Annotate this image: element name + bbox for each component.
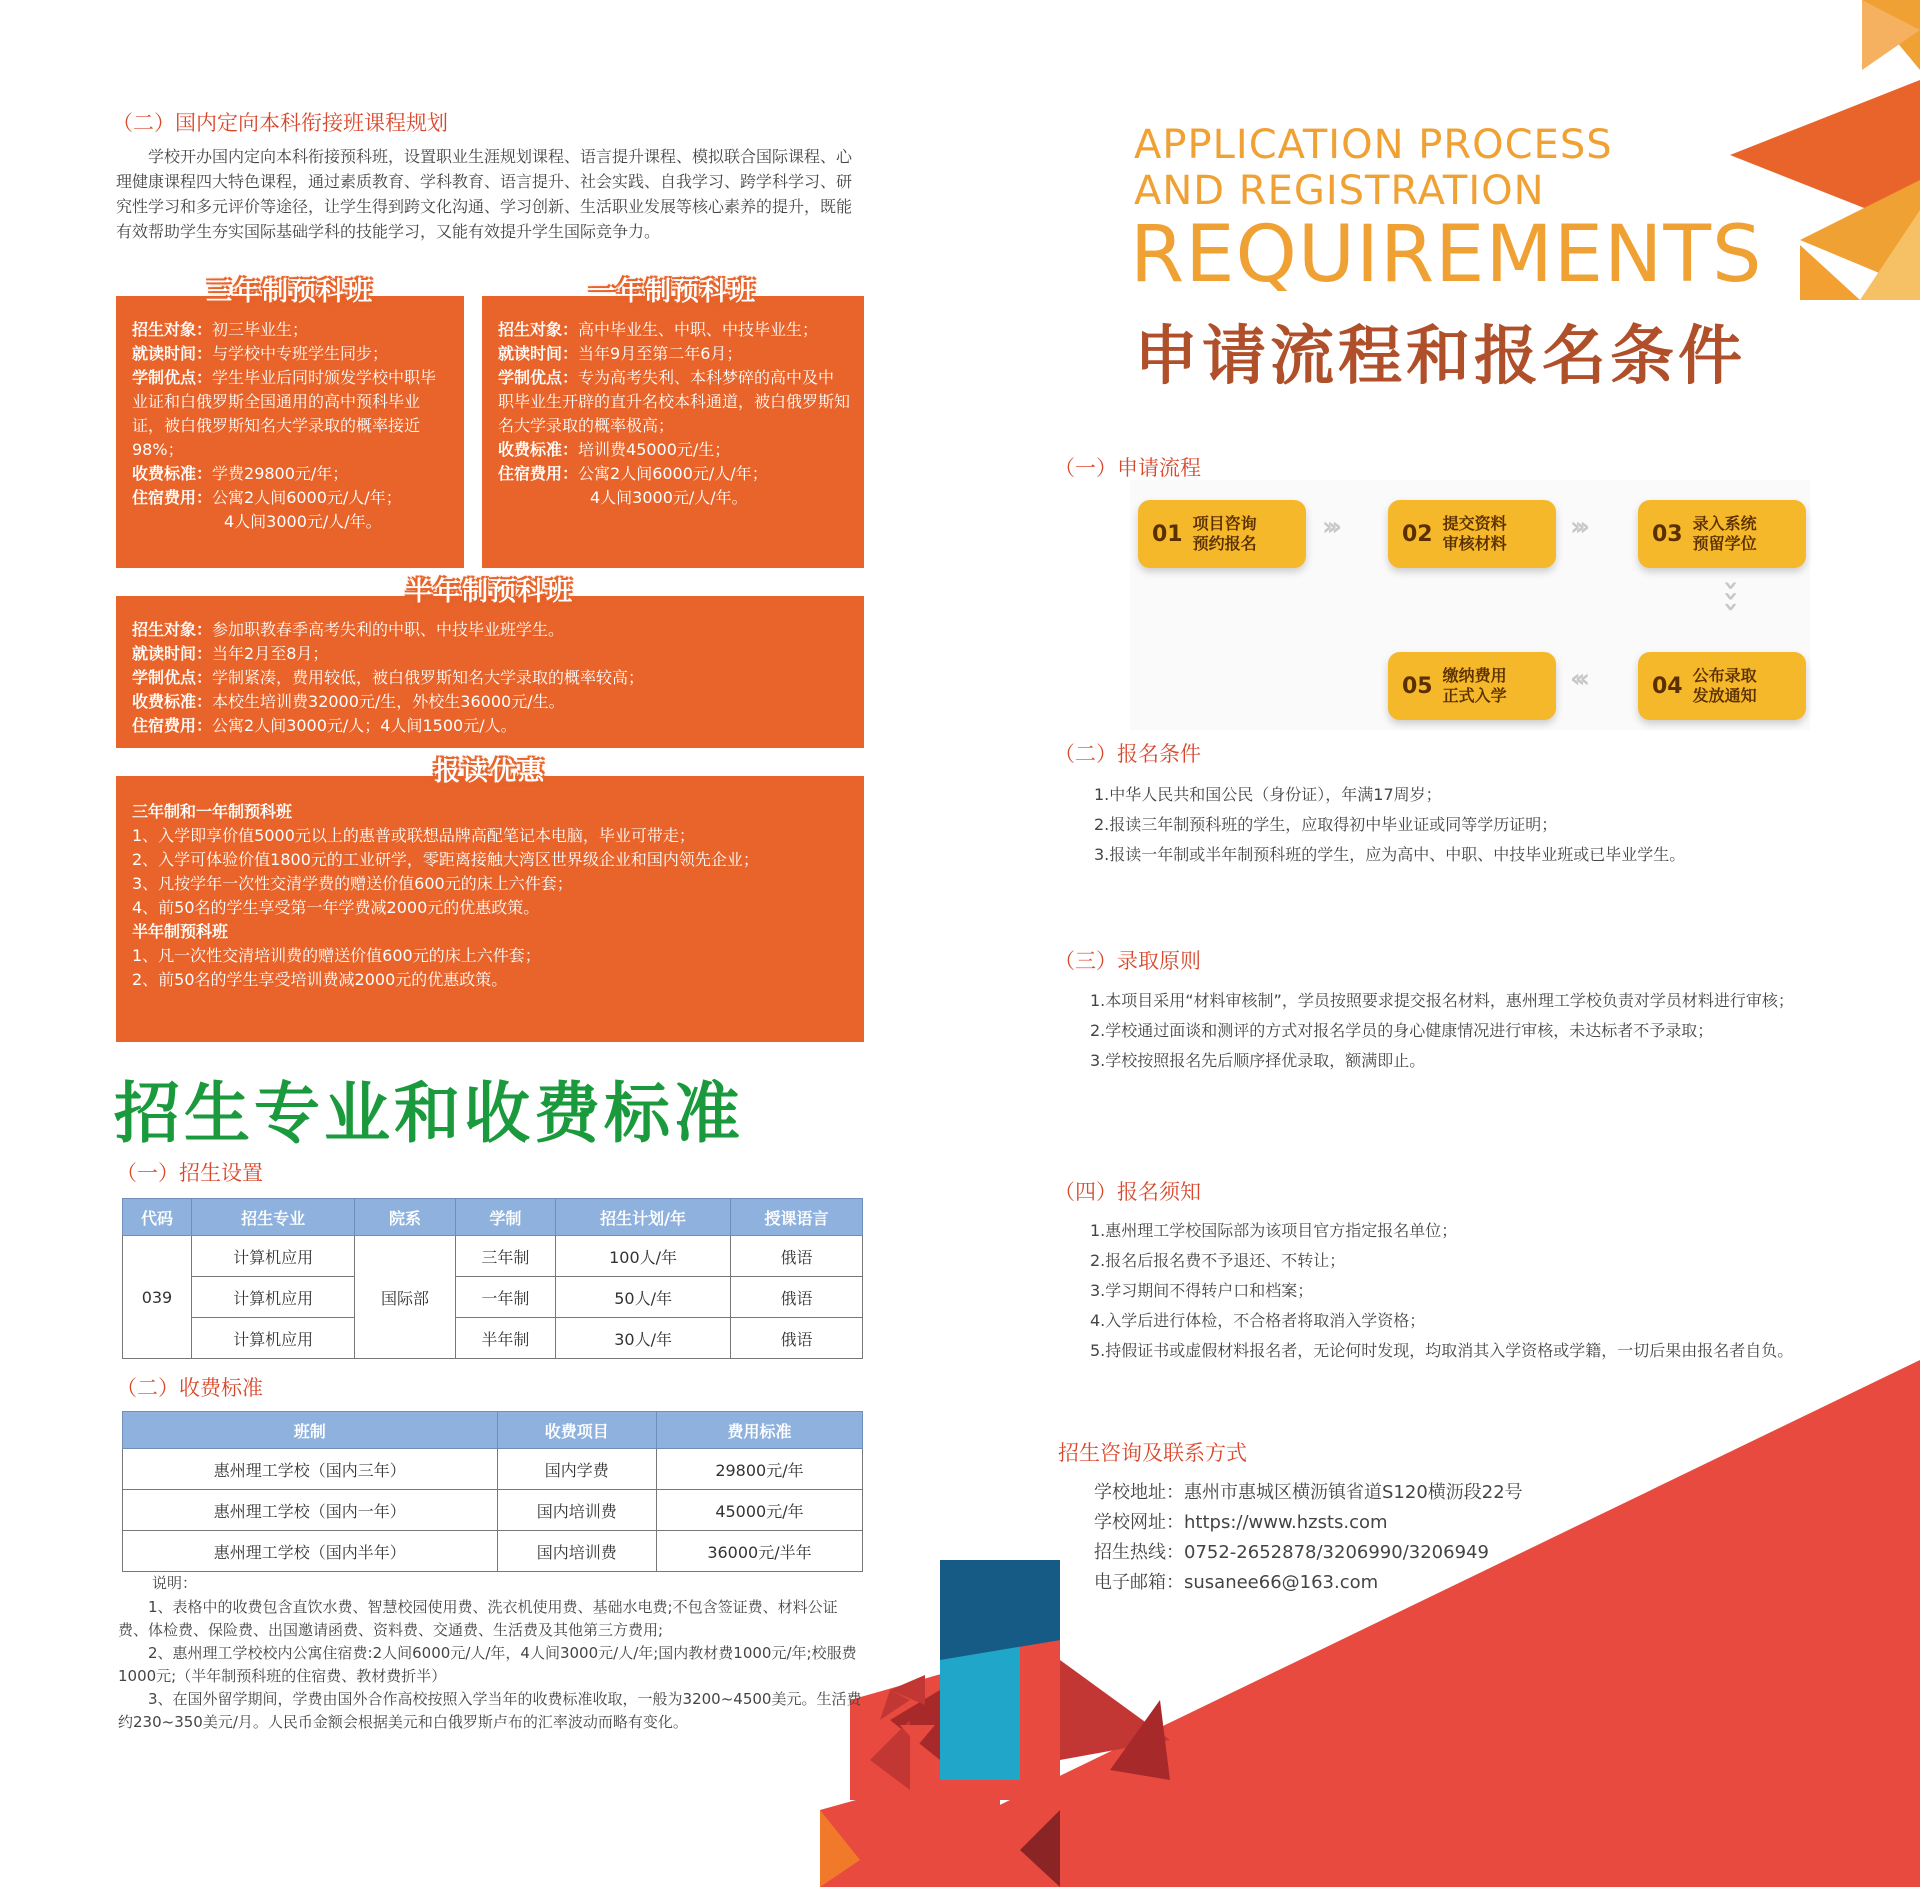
table-header-cell: 代码	[123, 1199, 192, 1236]
note-item: 2、惠州理工学校校内公寓住宿费:2人间6000元/人/年，4人间3000元/人/年;国内教材费1000元/年;校服费1000元;（半年制预科班的住宿费、教材费折半）	[118, 1644, 857, 1685]
contact-label: 招生热线：	[1094, 1542, 1184, 1563]
lang-cell: 俄语	[731, 1277, 863, 1318]
half-year-row	[132, 690, 850, 714]
fee-table	[122, 1411, 863, 1572]
half-year-label: 就读时间：	[132, 644, 213, 663]
offer-sub1: 三年制和一年制预科班	[132, 802, 293, 821]
one-year-value: 当年9月至第二年6月；	[578, 344, 743, 363]
system-cell: 半年制	[455, 1318, 555, 1359]
half-year-row	[132, 642, 850, 666]
contact-row	[1094, 1538, 1523, 1568]
lang-cell: 俄语	[731, 1236, 863, 1277]
half-year-title: 半年制预科班	[405, 577, 575, 607]
process-heading: （一）申请流程	[1054, 456, 1201, 480]
offer-item: 4、前50名的学生享受第一年学费减2000元的优惠政策。	[132, 898, 540, 917]
three-year-row	[132, 462, 450, 486]
half-year-row	[132, 666, 850, 690]
admit-heading: （三）录取原则	[1054, 949, 1201, 973]
contact-value: 惠州市惠城区横沥镇省道S120横沥段22号	[1184, 1482, 1523, 1503]
offer-items2	[132, 944, 850, 992]
one-year-extra: 4人间3000元/人/年。	[590, 488, 748, 507]
condition-item: 3.报读一年制或半年制预科班的学生，应为高中、中职、中技毕业班或已毕业学生。	[1094, 845, 1686, 864]
step-05-num: 05	[1402, 673, 1433, 699]
notice-item: 2.报名后报名费不予退还、不转让；	[1090, 1251, 1346, 1270]
half-year-value: 公寓2人间3000元/人；4人间1500元/人。	[212, 716, 517, 735]
table-row	[123, 1277, 863, 1318]
lang-cell: 俄语	[731, 1318, 863, 1359]
contact-value: susanee66@163.com	[1184, 1572, 1379, 1593]
notes-title: 说明：	[152, 1574, 198, 1592]
half-year-row	[132, 714, 850, 738]
one-year-row	[498, 438, 850, 462]
table-row	[123, 1490, 863, 1531]
step-03	[1638, 500, 1806, 568]
major-cell: 计算机应用	[191, 1236, 354, 1277]
offer-sub2: 半年制预科班	[132, 922, 229, 941]
dept-cell: 国际部	[355, 1236, 455, 1359]
notice-item: 1.惠州理工学校国际部为该项目官方指定报名单位；	[1090, 1221, 1458, 1240]
contact-label: 学校网址：	[1094, 1512, 1184, 1533]
section2-intro: 学校开办国内定向本科衔接预科班，设置职业生涯规划课程、语言提升课程、模拟联合国际课程、心理健康课程四大特色课程，通过素质教育、学科教育、语言提升、社会实践、自我学习、跨学科学习、研究性学习和多元评价等途径，让学生得到跨文化沟通、学习创新、生活职业发展等核心素养的提升，既能有效帮助学生夯实国际基础学科的技能学习，又能有效提升学生国际竞争力。	[116, 147, 853, 241]
table-header-cell: 班制	[123, 1412, 498, 1449]
table-cell: 惠州理工学校（国内三年）	[123, 1449, 498, 1490]
table-cell: 国内培训费	[497, 1490, 656, 1531]
half-year-value: 参加职教春季高考失利的中职、中技毕业班学生。	[212, 620, 565, 639]
arrow-down-icon: ›››	[1716, 580, 1746, 613]
step-01-line2: 预约报名	[1192, 534, 1257, 553]
one-year-row	[498, 462, 850, 486]
en-heading-big: REQUIREMENTS	[1130, 210, 1763, 300]
enroll-table-header	[123, 1199, 863, 1236]
en-heading-1: APPLICATION PROCESS	[1134, 122, 1613, 168]
notice-item: 4.入学后进行体检，不合格者将取消入学资格；	[1090, 1311, 1426, 1330]
step-04	[1638, 652, 1806, 720]
fee-table-body	[123, 1449, 863, 1572]
contact-label: 电子邮箱：	[1094, 1572, 1184, 1593]
condition-item: 1.中华人民共和国公民（身份证），年满17周岁；	[1094, 785, 1442, 804]
half-year-box	[116, 577, 864, 748]
table-row	[123, 1318, 863, 1359]
one-year-label: 就读时间：	[498, 344, 579, 363]
step-02-num: 02	[1402, 521, 1433, 547]
table-cell: 45000元/年	[656, 1490, 862, 1531]
offer-item: 2、前50名的学生享受培训费减2000元的优惠政策。	[132, 970, 508, 989]
fee-heading: （二）收费标准	[116, 1376, 263, 1400]
table-row	[123, 1449, 863, 1490]
three-year-value: 初三毕业生；	[212, 320, 309, 339]
notice-item: 5.持假证书或虚假材料报名者，无论何时发现，均取消其入学资格或学籍，一切后果由报名者自负。	[1090, 1341, 1794, 1360]
cn-title: 申请流程和报名条件	[1134, 320, 1746, 394]
table-header-cell: 学制	[455, 1199, 555, 1236]
one-year-value: 培训费45000元/生；	[578, 440, 731, 459]
condition-item: 2.报读三年制预科班的学生，应取得初中毕业证或同等学历证明；	[1094, 815, 1558, 834]
three-year-title: 三年制预科班	[205, 277, 375, 307]
one-year-rows	[498, 318, 850, 486]
step-03-line1: 录入系统	[1692, 514, 1757, 533]
offer-item: 3、凡按学年一次性交清学费的赠送价值600元的床上六件套；	[132, 874, 573, 893]
one-year-label: 住宿费用：	[498, 464, 579, 483]
one-year-value: 公寓2人间6000元/人/年；	[578, 464, 768, 483]
system-cell: 一年制	[455, 1277, 555, 1318]
one-year-row	[498, 366, 850, 438]
major-cell: 计算机应用	[191, 1277, 354, 1318]
offer-item: 2、入学可体验价值1800元的工业研学，零距离接触大湾区世界级企业和国内领先企业；	[132, 850, 759, 869]
three-year-box	[116, 277, 464, 568]
contact-label: 学校地址：	[1094, 1482, 1184, 1503]
offer-title: 报读优惠	[433, 757, 547, 787]
enroll-table-body	[123, 1236, 863, 1359]
contact-value: 0752-2652878/3206990/3206949	[1184, 1542, 1489, 1563]
one-year-row	[498, 318, 850, 342]
three-year-row	[132, 318, 450, 342]
three-year-value: 公寓2人间6000元/人/年；	[212, 488, 402, 507]
table-cell: 国内学费	[497, 1449, 656, 1490]
conditions-list	[1094, 780, 1854, 870]
table-cell: 惠州理工学校（国内半年）	[123, 1531, 498, 1572]
table-header-cell: 收费项目	[497, 1412, 656, 1449]
half-year-label: 收费标准：	[132, 692, 213, 711]
table-header-cell: 授课语言	[731, 1199, 863, 1236]
plan-cell: 30人/年	[556, 1318, 731, 1359]
admit-item: 3.学校按照报名先后顺序择优录取，额满即止。	[1090, 1051, 1426, 1070]
three-year-value: 与学校中专班学生同步；	[212, 344, 389, 363]
three-year-value: 学生毕业后同时颁发学校中职毕业证和白俄罗斯全国通用的高中预科毕业证，被白俄罗斯知名大学录取的概率接近98%；	[132, 368, 437, 459]
one-year-value: 专为高考失利、本科梦碎的高中及中职毕业生开辟的直升名校本科通道，被白俄罗斯知名大学录取的概率极高；	[498, 368, 851, 435]
step-02-line2: 审核材料	[1442, 534, 1507, 553]
three-year-rows	[132, 318, 450, 510]
system-cell: 三年制	[455, 1236, 555, 1277]
three-year-label: 招生对象：	[132, 320, 213, 339]
enroll-heading: （一）招生设置	[116, 1161, 263, 1185]
offer-item: 1、入学即享价值5000元以上的惠普或联想品牌高配笔记本电脑，毕业可带走；	[132, 826, 695, 845]
one-year-label: 招生对象：	[498, 320, 579, 339]
notes-list	[118, 1596, 864, 1734]
step-04-line2: 发放通知	[1692, 686, 1757, 705]
table-row	[123, 1236, 863, 1277]
three-year-label: 就读时间：	[132, 344, 213, 363]
three-year-label: 学制优点：	[132, 368, 213, 387]
step-05	[1388, 652, 1556, 720]
arrow-right-icon: ›››	[1322, 512, 1337, 542]
section2-heading: （二）国内定向本科衔接班课程规划	[112, 111, 448, 135]
three-year-extra: 4人间3000元/人/年。	[224, 512, 382, 531]
step-03-num: 03	[1652, 521, 1683, 547]
notice-item: 3.学习期间不得转户口和档案；	[1090, 1281, 1314, 1300]
big-title: 招生专业和收费标准	[114, 1075, 744, 1152]
half-year-value: 当年2月至8月；	[212, 644, 329, 663]
three-year-label: 住宿费用：	[132, 488, 213, 507]
cond-heading: （二）报名条件	[1054, 742, 1201, 766]
step-03-line2: 预留学位	[1692, 534, 1757, 553]
contact-row	[1094, 1478, 1523, 1508]
half-year-value: 本校生培训费32000元/生，外校生36000元/生。	[212, 692, 565, 711]
half-year-label: 住宿费用：	[132, 716, 213, 735]
plan-cell: 50人/年	[556, 1277, 731, 1318]
code-cell: 039	[123, 1236, 192, 1359]
contact-value: https://www.hzsts.com	[1184, 1512, 1388, 1533]
half-year-label: 学制优点：	[132, 668, 213, 687]
admit-item: 1.本项目采用“材料审核制”，学员按照要求提交报名材料，惠州理工学校负责对学员材料进行审核；	[1090, 991, 1794, 1010]
three-year-row	[132, 366, 450, 462]
table-cell: 36000元/半年	[656, 1531, 862, 1572]
note-item: 1、表格中的收费包含直饮水费、智慧校园使用费、洗衣机使用费、基础水电费;不包含签证费、材料公证费、体检费、保险费、出国邀请函费、资料费、交通费、生活费及其他第三方费用;	[118, 1598, 838, 1639]
en-heading-2: AND REGISTRATION	[1134, 168, 1545, 214]
three-year-row	[132, 342, 450, 366]
notice-list	[1058, 1216, 1810, 1366]
table-cell: 29800元/年	[656, 1449, 862, 1490]
offer-box	[116, 757, 864, 1042]
fee-table-header	[123, 1412, 863, 1449]
arrow-left-icon: ‹‹‹	[1570, 664, 1585, 694]
table-header-cell: 招生计划/年	[556, 1199, 731, 1236]
table-header-cell: 院系	[355, 1199, 455, 1236]
admit-item: 2.学校通过面谈和测评的方式对报名学员的身心健康情况进行审核，未达标者不予录取；	[1090, 1021, 1714, 1040]
half-year-rows	[132, 618, 850, 738]
table-cell: 惠州理工学校（国内一年）	[123, 1490, 498, 1531]
one-year-row	[498, 342, 850, 366]
step-01-num: 01	[1152, 521, 1183, 547]
plan-cell: 100人/年	[556, 1236, 731, 1277]
contact-row	[1094, 1508, 1523, 1538]
step-01	[1138, 500, 1306, 568]
half-year-label: 招生对象：	[132, 620, 213, 639]
one-year-title: 一年制预科班	[588, 277, 758, 307]
table-cell: 国内培训费	[497, 1531, 656, 1572]
one-year-value: 高中毕业生、中职、中技毕业生；	[578, 320, 819, 339]
three-year-value: 学费29800元/年；	[212, 464, 349, 483]
half-year-value: 学制紧凑，费用较低，被白俄罗斯知名大学录取的概率较高；	[212, 668, 645, 687]
step-01-line1: 项目咨询	[1192, 514, 1257, 533]
one-year-label: 收费标准：	[498, 440, 579, 459]
three-year-row	[132, 486, 450, 510]
table-header-cell: 招生专业	[191, 1199, 354, 1236]
table-header-cell: 费用标准	[656, 1412, 862, 1449]
three-year-label: 收费标准：	[132, 464, 213, 483]
offer-item: 1、凡一次性交清培训费的赠送价值600元的床上六件套；	[132, 946, 541, 965]
note-item: 3、在国外留学期间，学费由国外合作高校按照入学当年的收费标准收取，一般为3200~4500美元。生活费约230~350美元/月。人民币金额会根据美元和白俄罗斯卢布的汇率波动而略有变化。	[118, 1690, 862, 1731]
step-02	[1388, 500, 1556, 568]
one-year-label: 学制优点：	[498, 368, 579, 387]
enroll-table	[122, 1198, 863, 1359]
step-02-line1: 提交资料	[1442, 514, 1507, 533]
step-04-num: 04	[1652, 673, 1683, 699]
contact-list	[1094, 1478, 1523, 1598]
step-04-line1: 公布录取	[1692, 666, 1757, 685]
contact-heading: 招生咨询及联系方式	[1058, 1441, 1247, 1465]
offer-items1	[132, 824, 850, 920]
one-year-box	[482, 277, 864, 568]
table-row	[123, 1531, 863, 1572]
notice-heading: （四）报名须知	[1054, 1180, 1201, 1204]
arrow-right-icon: ›››	[1570, 512, 1585, 542]
half-year-row	[132, 618, 850, 642]
admit-list	[1058, 986, 1810, 1076]
major-cell: 计算机应用	[191, 1318, 354, 1359]
step-05-line1: 缴纳费用	[1442, 666, 1507, 685]
contact-row	[1094, 1568, 1523, 1598]
step-05-line2: 正式入学	[1442, 686, 1507, 705]
